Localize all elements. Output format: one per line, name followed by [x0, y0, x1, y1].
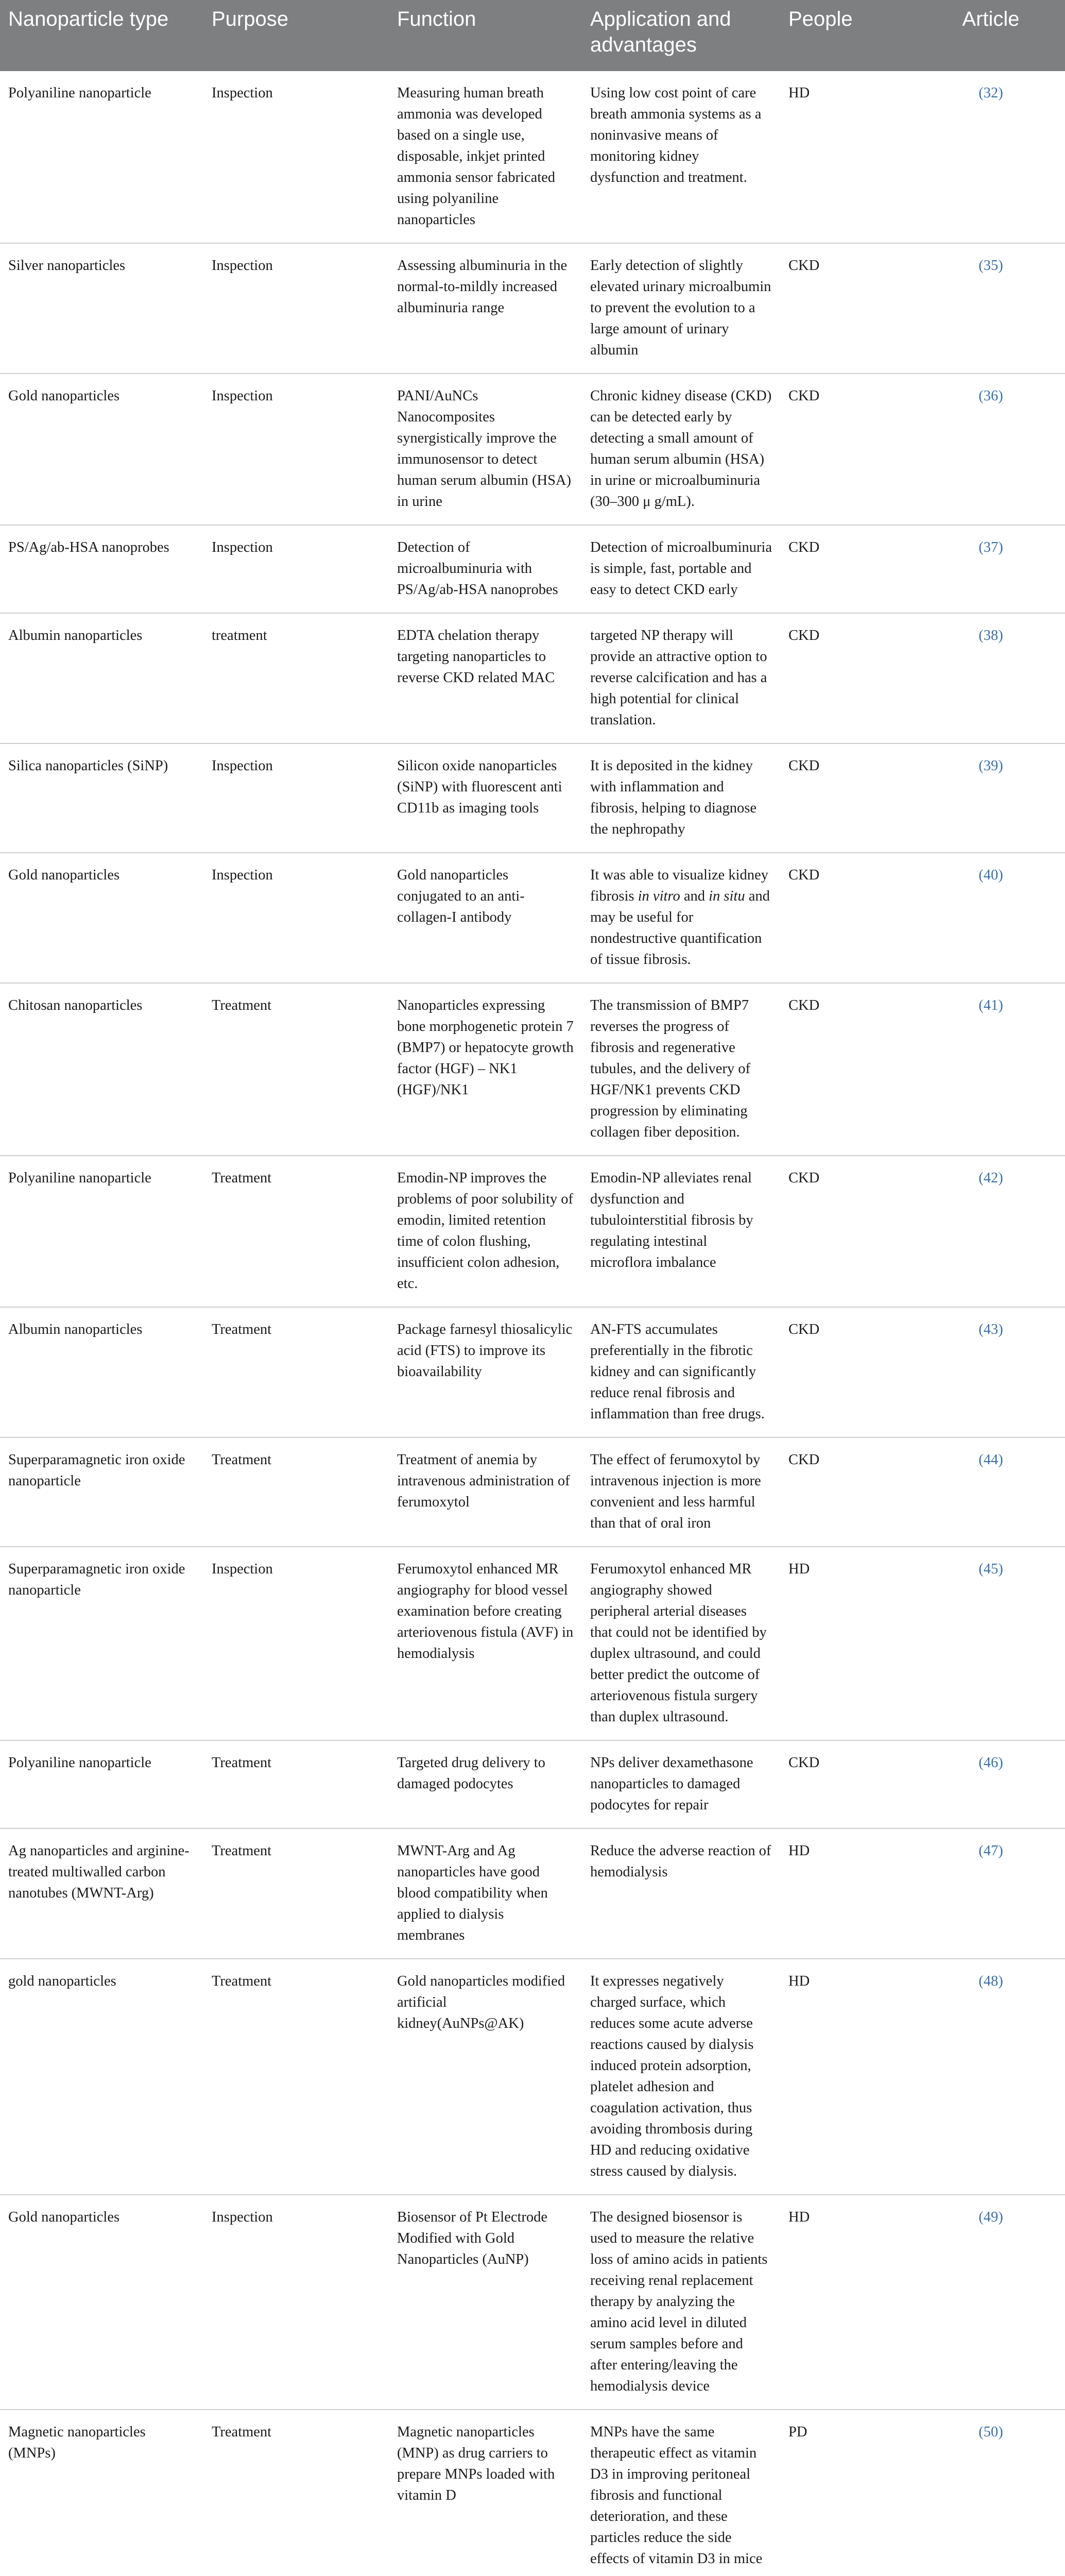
cell-purpose: Treatment: [203, 1437, 389, 1547]
reference-link[interactable]: (39): [978, 758, 1003, 774]
cell-purpose: Inspection: [203, 853, 389, 983]
application-italic-in-vitro: in vitro: [638, 888, 680, 904]
cell-purpose: treatment: [203, 613, 389, 743]
cell-type: Polyaniline nanoparticle: [0, 1156, 203, 1307]
cell-purpose: Inspection: [203, 2195, 389, 2410]
cell-purpose: Treatment: [203, 1740, 389, 1828]
table-row: [0, 743, 1065, 853]
cell-application: Using low cost point of care breath ammonia systems as a noninvasive means of monitoring kidney dysfunction and treatment.: [582, 71, 780, 243]
table-row: [0, 1828, 1065, 1959]
cell-application: MNPs have the same therapeutic effect as vitamin D3 in improving peritoneal fibrosis and functional deterioration, and these particles reduce the side effects of vitamin D3 in mice: [582, 2410, 780, 2576]
cell-article: [917, 243, 1065, 374]
cell-people: HD: [780, 2195, 917, 2410]
table-row: [0, 853, 1065, 983]
cell-purpose: Treatment: [203, 1828, 389, 1959]
reference-link[interactable]: (40): [978, 867, 1003, 883]
table-row: [0, 2195, 1065, 2410]
table-row: [0, 613, 1065, 743]
cell-people: CKD: [780, 613, 917, 743]
cell-application: The designed biosensor is used to measure the relative loss of amino acids in patients receiving renal replacement therapy by analyzing the amino acid level in diluted serum samples before and after entering/leaving the hemodialysis device: [582, 2195, 780, 2410]
cell-people: CKD: [780, 243, 917, 374]
table-row: [0, 1156, 1065, 1307]
cell-purpose: Inspection: [203, 743, 389, 853]
table-body: [0, 71, 1065, 2576]
cell-article: [917, 525, 1065, 613]
cell-function: Treatment of anemia by intravenous administration of ferumoxytol: [389, 1437, 582, 1547]
cell-function: MWNT-Arg and Ag nanoparticles have good blood compatibility when applied to dialysis membranes: [389, 1828, 582, 1959]
header-article: Article: [917, 0, 1065, 71]
table-row: [0, 1307, 1065, 1437]
cell-purpose: Inspection: [203, 374, 389, 525]
cell-type: Polyaniline nanoparticle: [0, 1740, 203, 1828]
cell-function: Nanoparticles expressing bone morphogenetic protein 7 (BMP7) or hepatocyte growth factor (HGF) – NK1 (HGF)/NK1: [389, 983, 582, 1156]
cell-function: PANI/AuNCs Nanocomposites synergistically improve the immunosensor to detect human serum albumin (HSA) in urine: [389, 374, 582, 525]
reference-link[interactable]: (37): [978, 539, 1003, 555]
cell-article: [917, 1437, 1065, 1547]
cell-type: Gold nanoparticles: [0, 853, 203, 983]
reference-link[interactable]: (46): [978, 1755, 1003, 1771]
reference-link[interactable]: (43): [978, 1321, 1003, 1337]
cell-function: Measuring human breath ammonia was developed based on a single use, disposable, inkjet printed ammonia sensor fabricated using polyaniline nanoparticles: [389, 71, 582, 243]
cell-article: [917, 2410, 1065, 2576]
cell-people: CKD: [780, 983, 917, 1156]
cell-function: Package farnesyl thiosalicylic acid (FTS) to improve its bioavailability: [389, 1307, 582, 1437]
cell-article: [917, 1307, 1065, 1437]
cell-article: [917, 1959, 1065, 2195]
reference-link[interactable]: (48): [978, 1973, 1003, 1989]
cell-purpose: Inspection: [203, 243, 389, 374]
table-row: [0, 525, 1065, 613]
cell-type: Polyaniline nanoparticle: [0, 71, 203, 243]
reference-link[interactable]: (47): [978, 1843, 1003, 1859]
cell-people: CKD: [780, 1156, 917, 1307]
application-text: and may be useful for nondestructive quantification of tissue fibrosis.: [590, 888, 770, 968]
cell-people: CKD: [780, 525, 917, 613]
cell-application: targeted NP therapy will provide an attractive option to reverse calcification and has a high potential for clinical translation.: [582, 613, 780, 743]
cell-people: CKD: [780, 1307, 917, 1437]
cell-function: Silicon oxide nanoparticles (SiNP) with fluorescent anti CD11b as imaging tools: [389, 743, 582, 853]
reference-link[interactable]: (38): [978, 628, 1003, 643]
cell-function: Ferumoxytol enhanced MR angiography for blood vessel examination before creating arteriovenous fistula (AVF) in hemodialysis: [389, 1547, 582, 1740]
cell-application: [582, 853, 780, 983]
cell-purpose: Treatment: [203, 983, 389, 1156]
cell-purpose: Inspection: [203, 1547, 389, 1740]
table-row: [0, 983, 1065, 1156]
reference-link[interactable]: (35): [978, 258, 1003, 274]
application-italic-in-situ: in situ: [709, 888, 745, 904]
header-function: Function: [389, 0, 582, 71]
table-row: [0, 243, 1065, 374]
reference-link[interactable]: (41): [978, 997, 1003, 1013]
cell-people: HD: [780, 71, 917, 243]
cell-article: [917, 1547, 1065, 1740]
cell-people: CKD: [780, 743, 917, 853]
cell-application: The transmission of BMP7 reverses the progress of fibrosis and regenerative tubules, and the delivery of HGF/NK1 prevents CKD progression by eliminating collagen fiber deposition.: [582, 983, 780, 1156]
cell-application: Reduce the adverse reaction of hemodialysis: [582, 1828, 780, 1959]
cell-application: AN-FTS accumulates preferentially in the fibrotic kidney and can significantly reduce renal fibrosis and inflammation than free drugs.: [582, 1307, 780, 1437]
cell-purpose: Inspection: [203, 71, 389, 243]
cell-article: [917, 1740, 1065, 1828]
header-nanoparticle-type: Nanoparticle type: [0, 0, 203, 71]
cell-people: PD: [780, 2410, 917, 2576]
cell-article: [917, 71, 1065, 243]
header-purpose: Purpose: [203, 0, 389, 71]
cell-people: CKD: [780, 1740, 917, 1828]
application-text: and: [680, 888, 709, 904]
cell-function: Gold nanoparticles modified artificial kidney(AuNPs@AK): [389, 1959, 582, 2195]
reference-link[interactable]: (32): [978, 85, 1003, 101]
cell-type: Albumin nanoparticles: [0, 1307, 203, 1437]
reference-link[interactable]: (44): [978, 1452, 1003, 1468]
table-header: [0, 0, 1065, 71]
cell-application: The effect of ferumoxytol by intravenous injection is more convenient and less harmful than that of oral iron: [582, 1437, 780, 1547]
reference-link[interactable]: (45): [978, 1561, 1003, 1577]
header-application: Application and advantages: [582, 0, 780, 71]
cell-type: Chitosan nanoparticles: [0, 983, 203, 1156]
cell-type: Albumin nanoparticles: [0, 613, 203, 743]
cell-people: HD: [780, 1828, 917, 1959]
cell-type: gold nanoparticles: [0, 1959, 203, 2195]
application-text: It was able to visualize kidney fibrosis: [590, 867, 768, 904]
table-row: [0, 1547, 1065, 1740]
cell-article: [917, 1828, 1065, 1959]
cell-people: HD: [780, 1959, 917, 2195]
reference-link[interactable]: (50): [978, 2424, 1003, 2440]
table-row: [0, 1740, 1065, 1828]
cell-article: [917, 853, 1065, 983]
cell-type: Gold nanoparticles: [0, 2195, 203, 2410]
cell-application: It expresses negatively charged surface, which reduces some acute adverse reactions caused by dialysis induced protein adsorption, platelet adhesion and coagulation activation, thus avoiding thrombosis during HD and reducing oxidative stress caused by dialysis.: [582, 1959, 780, 2195]
table-row: [0, 1959, 1065, 2195]
cell-function: Gold nanoparticles conjugated to an anti-collagen-I antibody: [389, 853, 582, 983]
cell-function: Magnetic nanoparticles (MNP) as drug carriers to prepare MNPs loaded with vitamin D: [389, 2410, 582, 2576]
cell-function: Detection of microalbuminuria with PS/Ag/ab-HSA nanoprobes: [389, 525, 582, 613]
cell-type: PS/Ag/ab-HSA nanoprobes: [0, 525, 203, 613]
cell-application: It is deposited in the kidney with inflammation and fibrosis, helping to diagnose the nephropathy: [582, 743, 780, 853]
cell-type: Superparamagnetic iron oxide nanoparticle: [0, 1547, 203, 1740]
cell-function: Assessing albuminuria in the normal-to-mildly increased albuminuria range: [389, 243, 582, 374]
cell-application: Early detection of slightly elevated urinary microalbumin to prevent the evolution to a large amount of urinary albumin: [582, 243, 780, 374]
cell-people: CKD: [780, 853, 917, 983]
cell-article: [917, 1156, 1065, 1307]
cell-function: Targeted drug delivery to damaged podocytes: [389, 1740, 582, 1828]
cell-purpose: Treatment: [203, 2410, 389, 2576]
cell-people: CKD: [780, 1437, 917, 1547]
cell-purpose: Treatment: [203, 1307, 389, 1437]
cell-type: Silica nanoparticles (SiNP): [0, 743, 203, 853]
header-people: People: [780, 0, 917, 71]
cell-purpose: Treatment: [203, 1156, 389, 1307]
cell-purpose: Inspection: [203, 525, 389, 613]
cell-purpose: Treatment: [203, 1959, 389, 2195]
cell-type: Silver nanoparticles: [0, 243, 203, 374]
cell-function: Biosensor of Pt Electrode Modified with Gold Nanoparticles (AuNP): [389, 2195, 582, 2410]
table-row: [0, 374, 1065, 525]
cell-type: Magnetic nanoparticles (MNPs): [0, 2410, 203, 2576]
cell-article: [917, 613, 1065, 743]
cell-people: HD: [780, 1547, 917, 1740]
cell-people: CKD: [780, 374, 917, 525]
cell-application: Detection of microalbuminuria is simple, fast, portable and easy to detect CKD early: [582, 525, 780, 613]
cell-type: Gold nanoparticles: [0, 374, 203, 525]
cell-function: EDTA chelation therapy targeting nanoparticles to reverse CKD related MAC: [389, 613, 582, 743]
table-row: [0, 2410, 1065, 2576]
cell-type: Ag nanoparticles and arginine-treated multiwalled carbon nanotubes (MWNT-Arg): [0, 1828, 203, 1959]
table-row: [0, 1437, 1065, 1547]
cell-application: NPs deliver dexamethasone nanoparticles to damaged podocytes for repair: [582, 1740, 780, 1828]
cell-type: Superparamagnetic iron oxide nanoparticle: [0, 1437, 203, 1547]
cell-application: Chronic kidney disease (CKD) can be detected early by detecting a small amount of human serum albumin (HSA) in urine or microalbuminuria (30–300 μ g/mL).: [582, 374, 780, 525]
reference-link[interactable]: (49): [978, 2209, 1003, 2225]
reference-link[interactable]: (42): [978, 1170, 1003, 1186]
cell-article: [917, 374, 1065, 525]
cell-article: [917, 983, 1065, 1156]
header-row: [0, 0, 1065, 71]
reference-link[interactable]: (36): [978, 388, 1003, 404]
table-row: [0, 71, 1065, 243]
cell-article: [917, 2195, 1065, 2410]
cell-application: Emodin-NP alleviates renal dysfunction and tubulointerstitial fibrosis by regulating intestinal microflora imbalance: [582, 1156, 780, 1307]
cell-article: [917, 743, 1065, 853]
cell-function: Emodin-NP improves the problems of poor solubility of emodin, limited retention time of colon flushing, insufficient colon adhesion, etc.: [389, 1156, 582, 1307]
cell-application: Ferumoxytol enhanced MR angiography showed peripheral arterial diseases that could not be identified by duplex ultrasound, and could better predict the outcome of arteriovenous fistula surgery than duplex ultrasound.: [582, 1547, 780, 1740]
